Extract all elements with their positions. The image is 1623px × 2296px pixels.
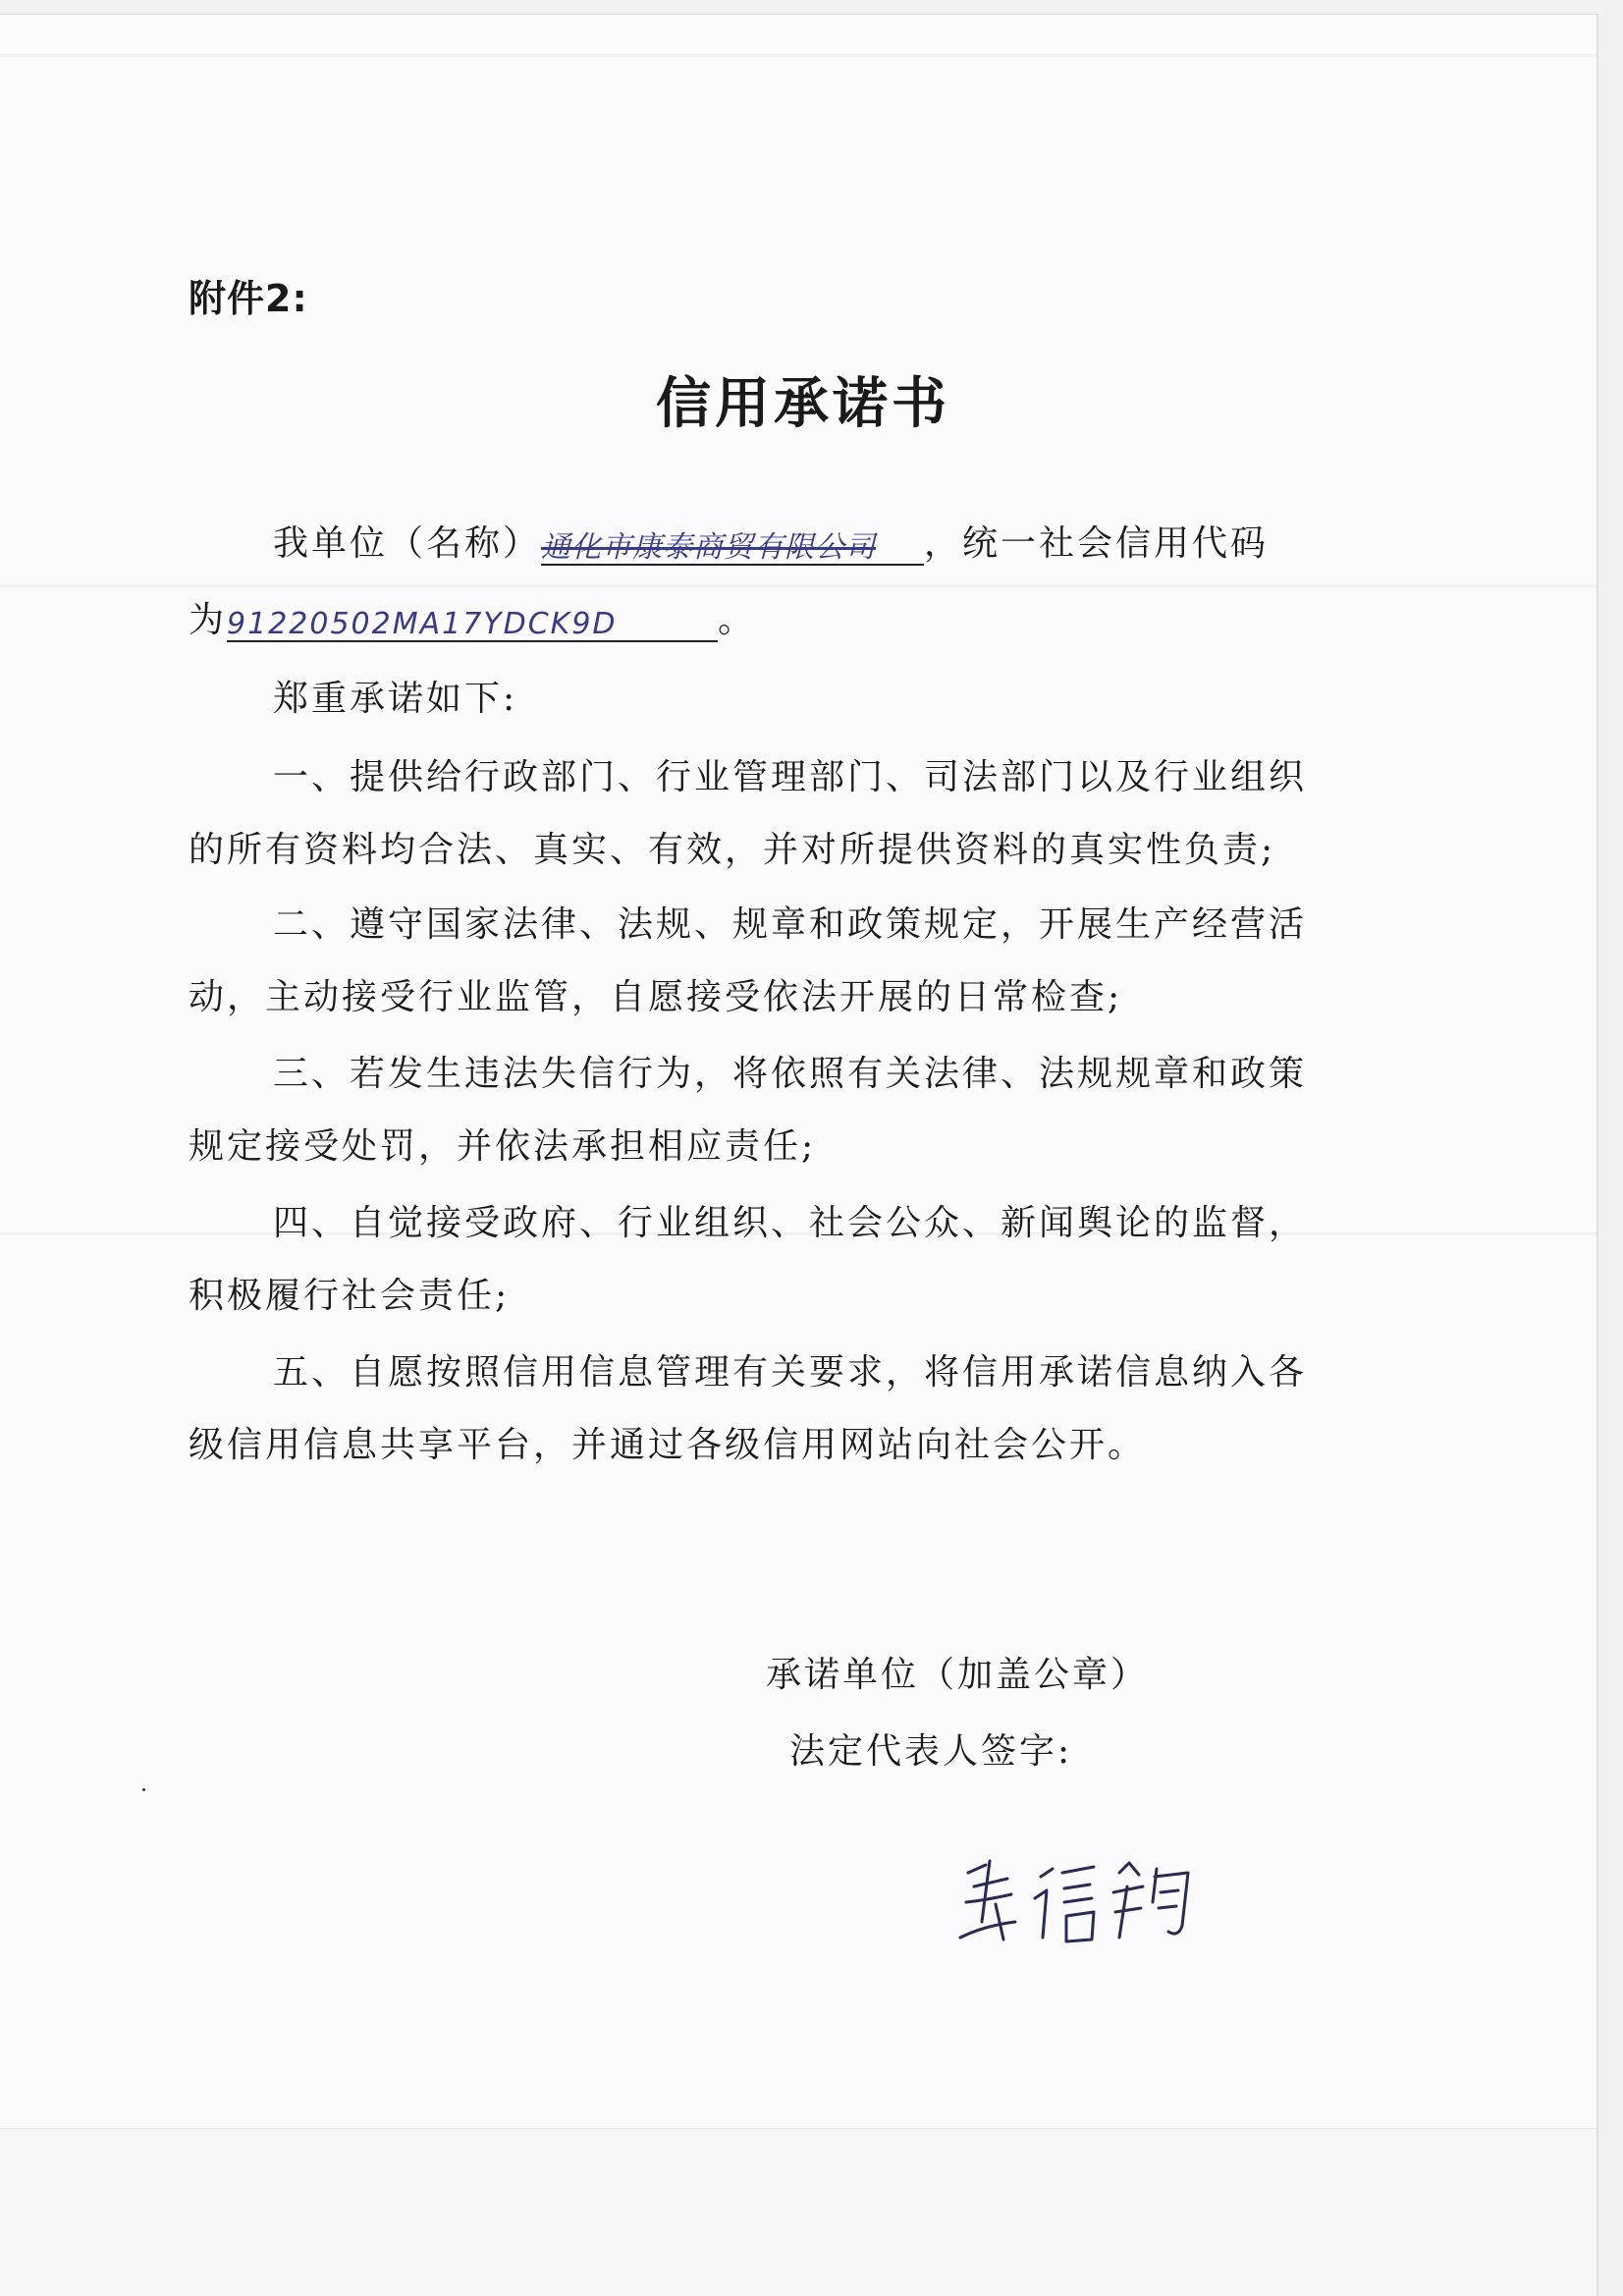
clause-1-line-1: 一、提供给行政部门、行业管理部门、司法部门以及行业组织 (273, 757, 1308, 797)
clause-1-line-2: 的所有资料均合法、真实、有效，并对所提供资料的真实性负责; (189, 830, 1276, 870)
intro-suffix: ，统一社会信用代码 (924, 523, 1270, 564)
intro-line (273, 516, 1269, 566)
clause-3-line-2: 规定接受处罚，并依法承担相应责任; (189, 1126, 817, 1167)
scan-streak (0, 54, 1596, 57)
legal-rep-label: 法定代表人签字: (789, 1731, 1073, 1772)
code-prefix: 为 (189, 600, 228, 640)
page-bottom-edge (0, 2128, 1596, 2296)
clause-5-line-2: 级信用信息共享平台，并通过各级信用网站向社会公开。 (189, 1425, 1147, 1465)
clause-3-line-1: 三、若发生违法失信行为，将依照有关法律、法规规章和政策 (273, 1054, 1308, 1094)
scan-streak (0, 584, 1596, 587)
code-suffix: 。 (718, 600, 757, 640)
clause-2-line-1: 二、遵守国家法律、法规、规章和政策规定，开展生产经营活 (273, 904, 1308, 945)
clause-4-line-2: 积极履行社会责任; (189, 1276, 511, 1316)
credit-code-handwritten: 91220502MA17YDCK9D (227, 608, 718, 642)
clause-4-line-1: 四、自觉接受政府、行业组织、社会公众、新闻舆论的监督， (273, 1203, 1308, 1243)
promise-heading: 郑重承诺如下: (273, 679, 518, 719)
scan-speck (142, 1788, 145, 1791)
clause-5-line-1: 五、自愿按照信用信息管理有关要求，将信用承诺信息纳入各 (273, 1352, 1308, 1393)
signing-unit-label: 承诺单位（加盖公章） (766, 1655, 1150, 1695)
document-title: 信用承诺书 (656, 372, 950, 436)
company-name-handwritten: 通化市康泰商贸有限公司 (541, 531, 924, 566)
attachment-label: 附件2: (189, 277, 308, 320)
credit-code-line (189, 592, 756, 642)
clause-2-line-2: 动，主动接受行业监管，自愿接受依法开展的日常检查; (189, 977, 1123, 1017)
scanned-page (0, 14, 1598, 2296)
handwritten-signature (947, 1843, 1202, 1951)
intro-prefix: 我单位（名称） (273, 523, 542, 564)
